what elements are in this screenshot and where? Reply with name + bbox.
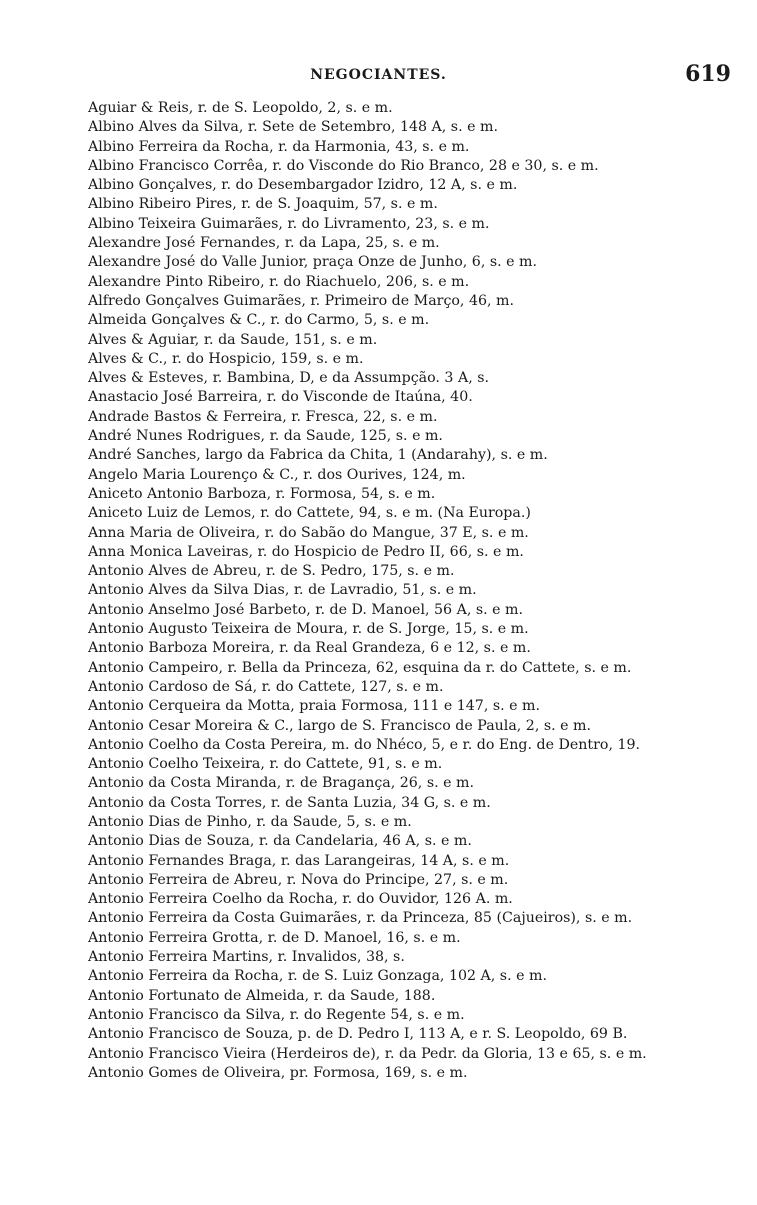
page-header bbox=[0, 55, 757, 91]
list-item: Aniceto Luiz de Lemos, r. do Cattete, 94, s. e m. (Na Europa.) bbox=[88, 505, 531, 522]
list-item: Antonio Dias de Souza, r. da Candelaria, 46 A, s. e m. bbox=[88, 833, 472, 850]
list-item: Albino Gonçalves, r. do Desembargador Izidro, 12 A, s. e m. bbox=[88, 177, 518, 194]
list-item: Alexandre Pinto Ribeiro, r. do Riachuelo, 206, s. e m. bbox=[88, 273, 470, 290]
list-item: Aguiar & Reis, r. de S. Leopoldo, 2, s. e m. bbox=[88, 100, 393, 116]
list-item: Antonio Alves da Silva Dias, r. de Lavradio, 51, s. e m. bbox=[88, 582, 477, 599]
list-item: Almeida Gonçalves & C., r. do Carmo, 5, s. e m. bbox=[88, 312, 430, 329]
list-item: Antonio Anselmo José Barbeto, r. de D. Manoel, 56 A, s. e m. bbox=[88, 601, 524, 618]
list-item: Antonio Barboza Moreira, r. da Real Grandeza, 6 e 12, s. e m. bbox=[88, 640, 531, 657]
list-item: Antonio Coelho da Costa Pereira, m. do Nhéco, 5, e r. do Eng. de Dentro, 19. bbox=[88, 736, 641, 753]
list-item: Anna Maria de Oliveira, r. do Sabão do Mangue, 37 E, s. e m. bbox=[88, 524, 529, 541]
running-title: NEGOCIANTES. bbox=[310, 67, 447, 83]
list-item: Antonio Francisco de Souza, p. de D. Pedro I, 113 A, e r. S. Leopoldo, 69 B. bbox=[88, 1026, 628, 1043]
list-item: Antonio Ferreira da Costa Guimarães, r. da Princeza, 85 (Cajueiros), s. e m. bbox=[88, 910, 633, 927]
list-item: Albino Alves da Silva, r. Sete de Setembro, 148 A, s. e m. bbox=[88, 119, 498, 136]
list-item: Antonio da Costa Miranda, r. de Bragança, 26, s. e m. bbox=[88, 775, 474, 792]
list-item: Albino Francisco Corrêa, r. do Visconde do Rio Branco, 28 e 30, s. e m. bbox=[88, 157, 599, 174]
list-item: Albino Teixeira Guimarães, r. do Livramento, 23, s. e m. bbox=[88, 215, 490, 232]
list-item: Anna Monica Laveiras, r. do Hospicio de Pedro II, 66, s. e m. bbox=[88, 543, 524, 560]
list-item: Antonio Cesar Moreira & C., largo de S. Francisco de Paula, 2, s. e m. bbox=[88, 717, 592, 734]
list-item: Antonio Alves de Abreu, r. de S. Pedro, 175, s. e m. bbox=[88, 563, 455, 580]
list-item: Alexandre José Fernandes, r. da Lapa, 25, s. e m. bbox=[88, 235, 440, 252]
list-item: Antonio Ferreira de Abreu, r. Nova do Principe, 27, s. e m. bbox=[88, 871, 509, 888]
list-item: Andrade Bastos & Ferreira, r. Fresca, 22, s. e m. bbox=[88, 408, 438, 425]
list-item: Alves & Esteves, r. Bambina, D, e da Assumpção. 3 A, s. bbox=[88, 370, 490, 387]
directory-list bbox=[88, 99, 738, 1083]
list-item: Antonio Augusto Teixeira de Moura, r. de S. Jorge, 15, s. e m. bbox=[88, 621, 529, 638]
list-item: Antonio Ferreira Grotta, r. de D. Manoel, 16, s. e m. bbox=[88, 929, 461, 946]
list-item: André Sanches, largo da Fabrica da Chita, 1 (Andarahy), s. e m. bbox=[88, 447, 548, 464]
list-item: Antonio da Costa Torres, r. de Santa Luzia, 34 G, s. e m. bbox=[88, 794, 491, 811]
list-item: Aniceto Antonio Barboza, r. Formosa, 54, s. e m. bbox=[88, 485, 436, 502]
list-item: Alves & C., r. do Hospicio, 159, s. e m. bbox=[88, 350, 364, 367]
list-item: Alves & Aguiar, r. da Saude, 151, s. e m. bbox=[88, 331, 378, 348]
list-item: Antonio Ferreira Martins, r. Invalidos, 38, s. bbox=[88, 949, 405, 966]
list-item: Antonio Francisco Vieira (Herdeiros de), r. da Pedr. da Gloria, 13 e 65, s. e m. bbox=[88, 1045, 647, 1062]
list-item: Antonio Ferreira da Rocha, r. de S. Luiz Gonzaga, 102 A, s. e m. bbox=[88, 968, 547, 985]
list-item: Antonio Fernandes Braga, r. das Larangeiras, 14 A, s. e m. bbox=[88, 852, 510, 869]
list-item: Alexandre José do Valle Junior, praça Onze de Junho, 6, s. e m. bbox=[88, 254, 538, 271]
list-item: Antonio Cerqueira da Motta, praia Formosa, 111 e 147, s. e m. bbox=[88, 698, 541, 715]
list-item: Antonio Coelho Teixeira, r. do Cattete, 91, s. e m. bbox=[88, 756, 443, 773]
list-item: Antonio Dias de Pinho, r. da Saude, 5, s. e m. bbox=[88, 813, 412, 830]
list-item: Antonio Cardoso de Sá, r. do Cattete, 127, s. e m. bbox=[88, 678, 444, 695]
list-item: Angelo Maria Lourenço & C., r. dos Ourives, 124, m. bbox=[88, 466, 466, 483]
list-item: Albino Ferreira da Rocha, r. da Harmonia, 43, s. e m. bbox=[88, 138, 470, 155]
list-item: Antonio Francisco da Silva, r. do Regente 54, s. e m. bbox=[88, 1006, 465, 1023]
list-item: Antonio Campeiro, r. Bella da Princeza, 62, esquina da r. do Cattete, s. e m. bbox=[88, 659, 632, 676]
list-item: Alfredo Gonçalves Guimarães, r. Primeiro de Março, 46, m. bbox=[88, 292, 514, 309]
list-item: André Nunes Rodrigues, r. da Saude, 125, s. e m. bbox=[88, 428, 443, 445]
list-item: Antonio Gomes de Oliveira, pr. Formosa, 169, s. e m. bbox=[88, 1064, 468, 1081]
list-item: Anastacio José Barreira, r. do Visconde de Itaúna, 40. bbox=[88, 389, 473, 406]
list-item: Antonio Fortunato de Almeida, r. da Saude, 188. bbox=[88, 987, 436, 1004]
page-number: 619 bbox=[685, 61, 731, 87]
list-item: Albino Ribeiro Pires, r. de S. Joaquim, 57, s. e m. bbox=[88, 196, 438, 213]
list-item: Antonio Ferreira Coelho da Rocha, r. do Ouvidor, 126 A. m. bbox=[88, 891, 513, 908]
